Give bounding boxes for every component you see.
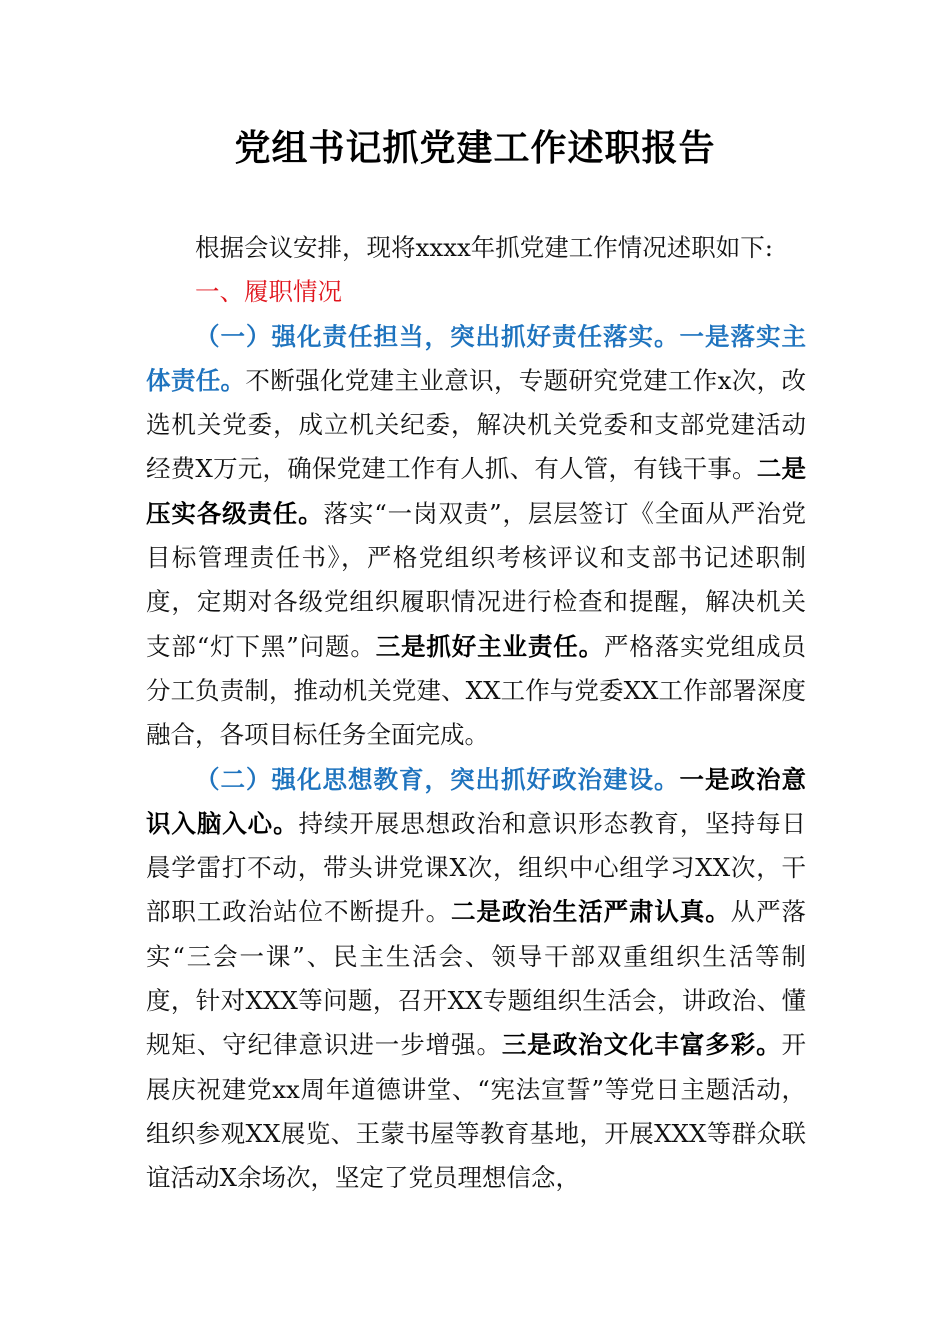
document-body <box>146 226 806 1201</box>
point-text: 严格落实党组成员分工负责制，推动机关党建、XX工作与党委XX工作部署深度融合，各项目标任务全面完成。 <box>146 631 807 750</box>
document-title: 党组书记抓党建工作述职报告 <box>234 127 716 169</box>
point-lead: 二是压实各级责任。 <box>146 454 806 528</box>
point-text: 持续开展思想政治和意识形态教育，坚持每日晨学雷打不动，带头讲党课X次，组织中心组学习XX次，干部职工政治站位不断提升。 <box>146 808 807 927</box>
section-heading: 一、履职情况 <box>195 277 342 307</box>
point-text: 从严落实“三会一课”、民主生活会、领导干部双重组织生活等制度，针对XXX等问题，召开XX专题组织生活会，讲政治、懂规矩、守纪律意识进一步增强。 <box>146 897 807 1060</box>
point-lead: 三是政治文化丰富多彩。 <box>501 1030 782 1060</box>
paragraph-part1 <box>146 315 806 758</box>
point-text: 开展庆祝建党xx周年道德讲堂、“宪法宣誓”等党日主题活动，组织参观XX展览、王蒙书屋等教育基地，开展XXX等群众联谊活动X余场次，坚定了党员理想信念， <box>146 1030 807 1193</box>
subsection-heading: （二）强化思想教育，突出抓好政治建设。 <box>195 764 680 794</box>
intro-paragraph: 根据会议安排，现将xxxx年抓党建工作情况述职如下: <box>195 233 774 262</box>
point-lead: 一是政治意识入脑入心。 <box>146 764 806 838</box>
paragraph-part2 <box>146 758 806 1201</box>
point-text: 不断强化党建主业意识，专题研究党建工作x次，改选机关党委，成立机关纪委，解决机关党委和支部党建活动经费X万元，确保党建工作有人抓、有人管，有钱干事。 <box>146 365 806 484</box>
point-lead: 二是政治生活严肃认真。 <box>451 897 731 927</box>
point-lead: 三是抓好主业责任。 <box>375 631 604 661</box>
point-lead: 一是落实主体责任。 <box>146 321 806 395</box>
point-text: 落实“一岗双责”，层层签订《全面从严治党目标管理责任书》，严格党组织考核评议和支部书记述职制度，定期对各级党组织履职情况进行检查和提醒，解决机关支部“灯下黑”问题。 <box>146 498 806 661</box>
subsection-heading: （一）强化责任担当，突出抓好责任落实。 <box>195 321 680 351</box>
